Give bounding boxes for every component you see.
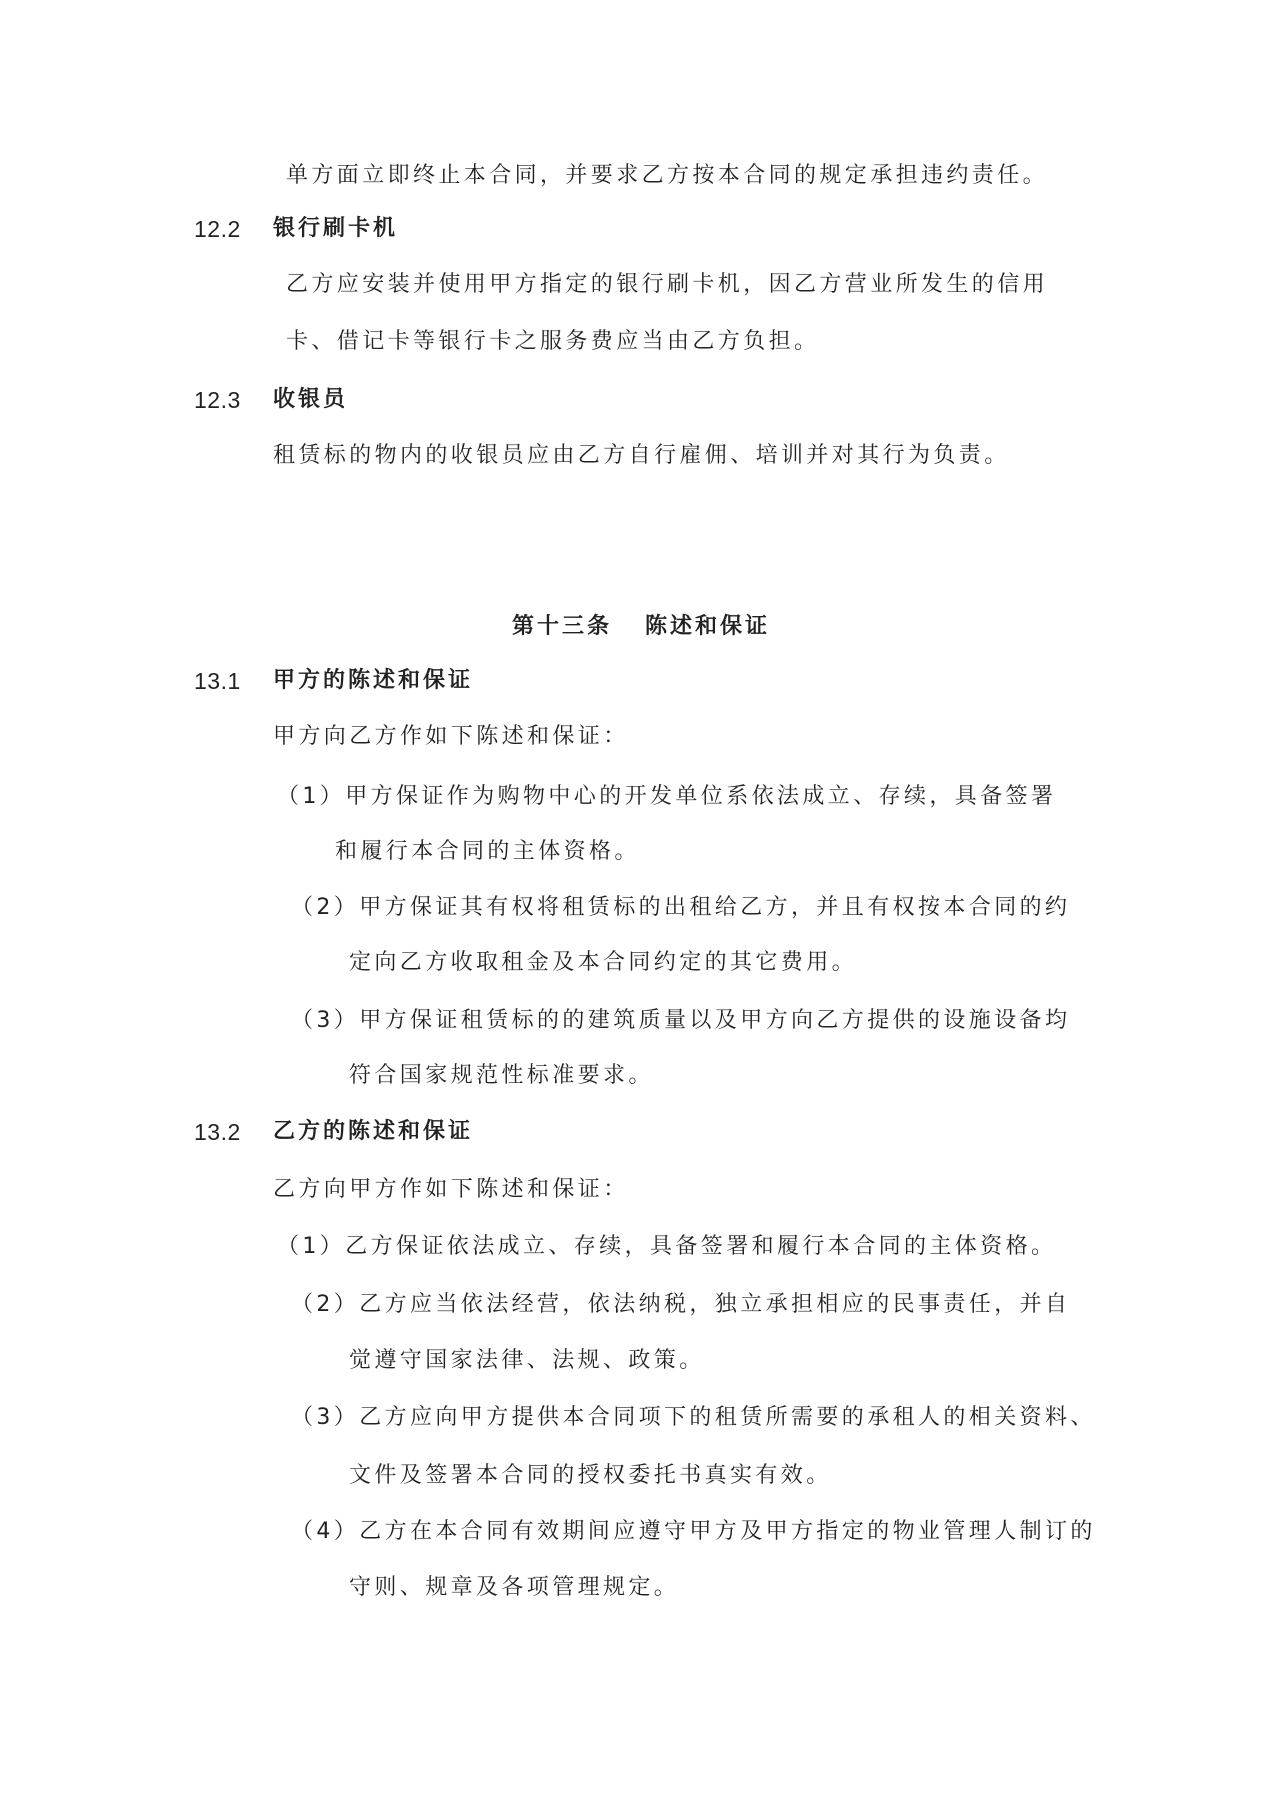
clause-12-2-line-1: 乙方应安装并使用甲方指定的银行刷卡机，因乙方营业所发生的信用 — [286, 272, 1049, 297]
clause-13-2-item-1-line-1: （1）乙方保证依法成立、存续，具备签署和履行本合同的主体资格。 — [277, 1234, 1057, 1259]
clause-13-2-item-2-line-1: （2）乙方应当依法经营，依法纳税，独立承担相应的民事责任，并自 — [291, 1292, 1071, 1317]
clause-12-3-title: 收银员 — [273, 387, 349, 412]
clause-12-2-line-2: 卡、借记卡等银行卡之服务费应当由乙方负担。 — [286, 329, 820, 354]
clause-13-1-item-2-line-1: （2）甲方保证其有权将租赁标的出租给乙方，并且有权按本合同的约 — [291, 895, 1071, 920]
clause-13-1-intro: 甲方向乙方作如下陈述和保证： — [273, 724, 629, 749]
clause-13-2-number: 13.2 — [194, 1119, 241, 1145]
clause-13-1-item-3-line-1: （3）甲方保证租赁标的的建筑质量以及甲方向乙方提供的设施设备均 — [291, 1008, 1071, 1033]
clause-13-2-title: 乙方的陈述和保证 — [273, 1119, 474, 1144]
clause-13-2-item-4-line-1: （4）乙方在本合同有效期间应遵守甲方及甲方指定的物业管理人制订的 — [291, 1519, 1096, 1544]
clause-13-2-item-4-line-2: 守则、规章及各项管理规定。 — [349, 1575, 680, 1600]
clause-13-2-intro: 乙方向甲方作如下陈述和保证： — [273, 1177, 629, 1202]
clause-12-2-number: 12.2 — [194, 216, 241, 242]
clause-13-1-item-2-line-2: 定向乙方收取租金及本合同约定的其它费用。 — [349, 950, 858, 975]
clause-12-2-title: 银行刷卡机 — [273, 216, 399, 241]
article-13-label: 第十三条 — [512, 614, 613, 639]
clause-13-1-item-1-line-2: 和履行本合同的主体资格。 — [335, 839, 640, 864]
clause-13-1-item-3-line-2: 符合国家规范性标准要求。 — [349, 1063, 654, 1088]
clause-13-1-item-1-line-1: （1）甲方保证作为购物中心的开发单位系依法成立、存续，具备签署 — [277, 784, 1057, 809]
clause-13-1-title: 甲方的陈述和保证 — [273, 668, 474, 693]
clause-13-1-number: 13.1 — [194, 668, 241, 694]
continuation-line: 单方面立即终止本合同，并要求乙方按本合同的规定承担违约责任。 — [286, 163, 1049, 188]
article-13-title: 陈述和保证 — [645, 614, 771, 639]
clause-12-3-line-1: 租赁标的物内的收银员应由乙方自行雇佣、培训并对其行为负责。 — [273, 443, 1010, 468]
clause-13-2-item-3-line-1: （3）乙方应向甲方提供本合同项下的租赁所需要的承租人的相关资料、 — [291, 1405, 1096, 1430]
clause-12-3-number: 12.3 — [194, 387, 241, 413]
clause-13-2-item-2-line-2: 觉遵守国家法律、法规、政策。 — [349, 1348, 705, 1373]
clause-13-2-item-3-line-2: 文件及签署本合同的授权委托书真实有效。 — [349, 1463, 832, 1488]
